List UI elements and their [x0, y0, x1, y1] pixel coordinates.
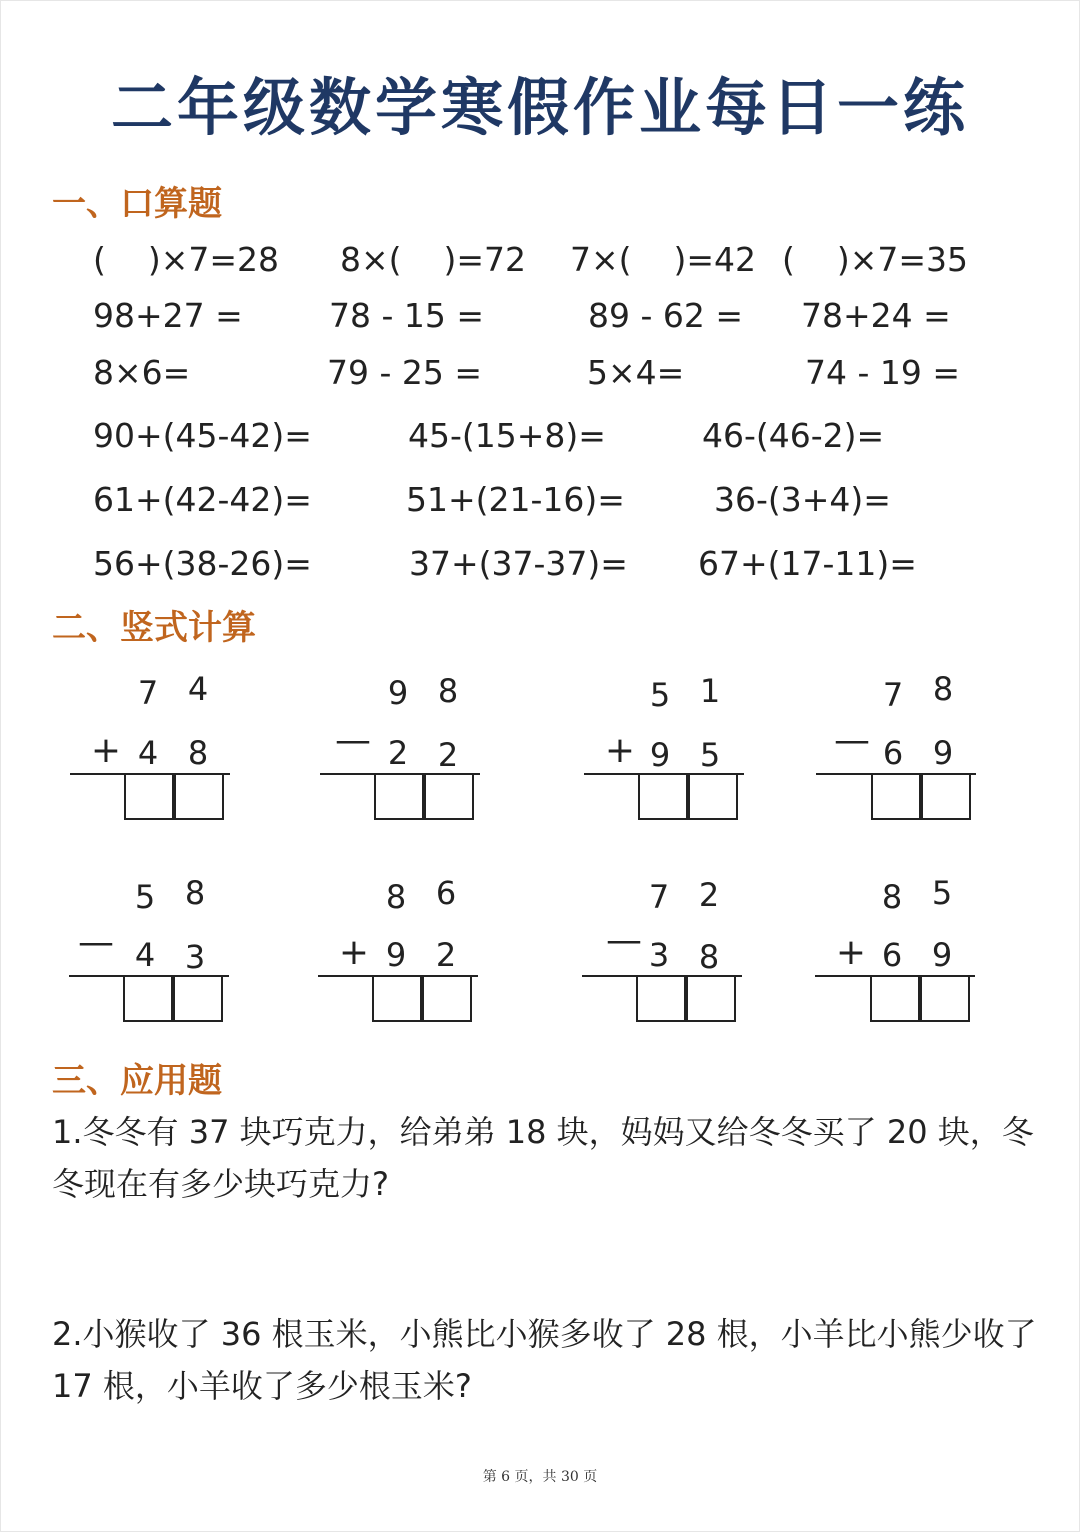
answer-box[interactable] — [870, 976, 920, 1022]
answer-box[interactable] — [686, 976, 736, 1022]
section-heading-vertical: 二、竖式计算 — [52, 608, 256, 648]
vertical-problem-7 — [582, 870, 752, 1030]
vertical-problem-2 — [320, 668, 490, 828]
operator-symbol: + — [90, 730, 122, 771]
digit: 4 — [187, 670, 209, 708]
answer-box[interactable] — [921, 774, 971, 820]
oral-expression: 45-(15+8)= — [408, 416, 606, 455]
digit: 9 — [387, 674, 409, 712]
oral-expression: 61+(42-42)= — [93, 480, 312, 519]
answer-box[interactable] — [372, 976, 422, 1022]
oral-expression: 8×6= — [93, 353, 191, 392]
digit: 6 — [881, 936, 903, 974]
digit: 8 — [932, 670, 954, 708]
answer-box[interactable] — [871, 774, 921, 820]
vertical-problem-3 — [584, 668, 754, 828]
digit: 5 — [649, 676, 671, 714]
section-heading-oral: 一、口算题 — [52, 184, 222, 224]
answer-box[interactable] — [123, 976, 173, 1022]
oral-expression: ( )×7=28 — [93, 240, 279, 279]
oral-expression: 79 - 25 = — [327, 353, 483, 392]
page-title: 二年级数学寒假作业每日一练 — [110, 71, 969, 144]
oral-expression: 7×( )=42 — [570, 240, 756, 279]
oral-expression: 46-(46-2)= — [702, 416, 885, 455]
word-problem-2: 2.小猴收了 36 根玉米，小熊比小猴多收了 28 根，小羊比小熊少收了 17 根，小羊收了多少根玉米? — [52, 1315, 1037, 1405]
digit: 2 — [435, 936, 457, 974]
digit: 9 — [931, 936, 953, 974]
oral-expression: 51+(21-16)= — [406, 480, 625, 519]
answer-box[interactable] — [688, 774, 738, 820]
digit: 5 — [931, 874, 953, 912]
oral-expression: 78+24 = — [801, 296, 951, 335]
digit: 7 — [882, 676, 904, 714]
answer-box[interactable] — [636, 976, 686, 1022]
oral-expression: 37+(37-37)= — [409, 544, 628, 583]
digit: 8 — [698, 938, 720, 976]
vertical-problem-8 — [815, 870, 985, 1030]
answer-box[interactable] — [424, 774, 474, 820]
operator-symbol: — — [78, 922, 114, 963]
word-problem-1: 1.冬冬有 37 块巧克力，给弟弟 18 块，妈妈又给冬冬买了 20 块，冬冬现在有多少块巧克力? — [52, 1113, 1034, 1203]
page-footer: 第 6 页，共 30 页 — [482, 1469, 598, 1485]
oral-expression: 89 - 62 = — [588, 296, 744, 335]
digit: 4 — [134, 936, 156, 974]
vertical-problem-1 — [70, 668, 240, 828]
answer-box[interactable] — [174, 774, 224, 820]
digit: 7 — [648, 878, 670, 916]
operator-symbol: — — [335, 720, 371, 761]
digit: 9 — [932, 734, 954, 772]
oral-expression: 98+27 = — [93, 296, 243, 335]
digit: 8 — [437, 672, 459, 710]
oral-expression: 8×( )=72 — [340, 240, 526, 279]
oral-expression: 67+(17-11)= — [698, 544, 917, 583]
answer-box[interactable] — [374, 774, 424, 820]
answer-box[interactable] — [173, 976, 223, 1022]
digit: 8 — [184, 874, 206, 912]
digit: 2 — [387, 734, 409, 772]
vertical-problem-6 — [318, 870, 488, 1030]
oral-expression: 36-(3+4)= — [714, 480, 891, 519]
answer-box[interactable] — [124, 774, 174, 820]
operator-symbol: + — [604, 730, 636, 771]
oral-expression: ( )×7=35 — [782, 240, 968, 279]
digit: 8 — [187, 734, 209, 772]
digit: 5 — [699, 736, 721, 774]
digit: 7 — [137, 674, 159, 712]
digit: 8 — [385, 878, 407, 916]
oral-expression: 5×4= — [587, 353, 685, 392]
answer-box[interactable] — [638, 774, 688, 820]
digit: 9 — [649, 736, 671, 774]
digit: 6 — [435, 874, 457, 912]
digit: 9 — [385, 936, 407, 974]
digit: 4 — [137, 734, 159, 772]
operator-symbol: — — [834, 720, 870, 761]
oral-expression: 74 - 19 = — [805, 353, 961, 392]
section-heading-word: 三、应用题 — [52, 1061, 222, 1101]
answer-box[interactable] — [920, 976, 970, 1022]
digit: 1 — [699, 672, 721, 710]
operator-symbol: + — [835, 932, 867, 973]
answer-box[interactable] — [422, 976, 472, 1022]
operator-symbol: — — [606, 920, 642, 961]
digit: 6 — [882, 734, 904, 772]
operator-symbol: + — [338, 932, 370, 973]
vertical-problem-4 — [816, 668, 986, 828]
digit: 2 — [437, 736, 459, 774]
digit: 8 — [881, 878, 903, 916]
digit: 2 — [698, 876, 720, 914]
oral-expression: 90+(45-42)= — [93, 416, 312, 455]
digit: 3 — [184, 938, 206, 976]
digit: 3 — [648, 936, 670, 974]
oral-expression: 78 - 15 = — [329, 296, 485, 335]
oral-expression: 56+(38-26)= — [93, 544, 312, 583]
vertical-problem-5 — [69, 870, 239, 1030]
digit: 5 — [134, 878, 156, 916]
